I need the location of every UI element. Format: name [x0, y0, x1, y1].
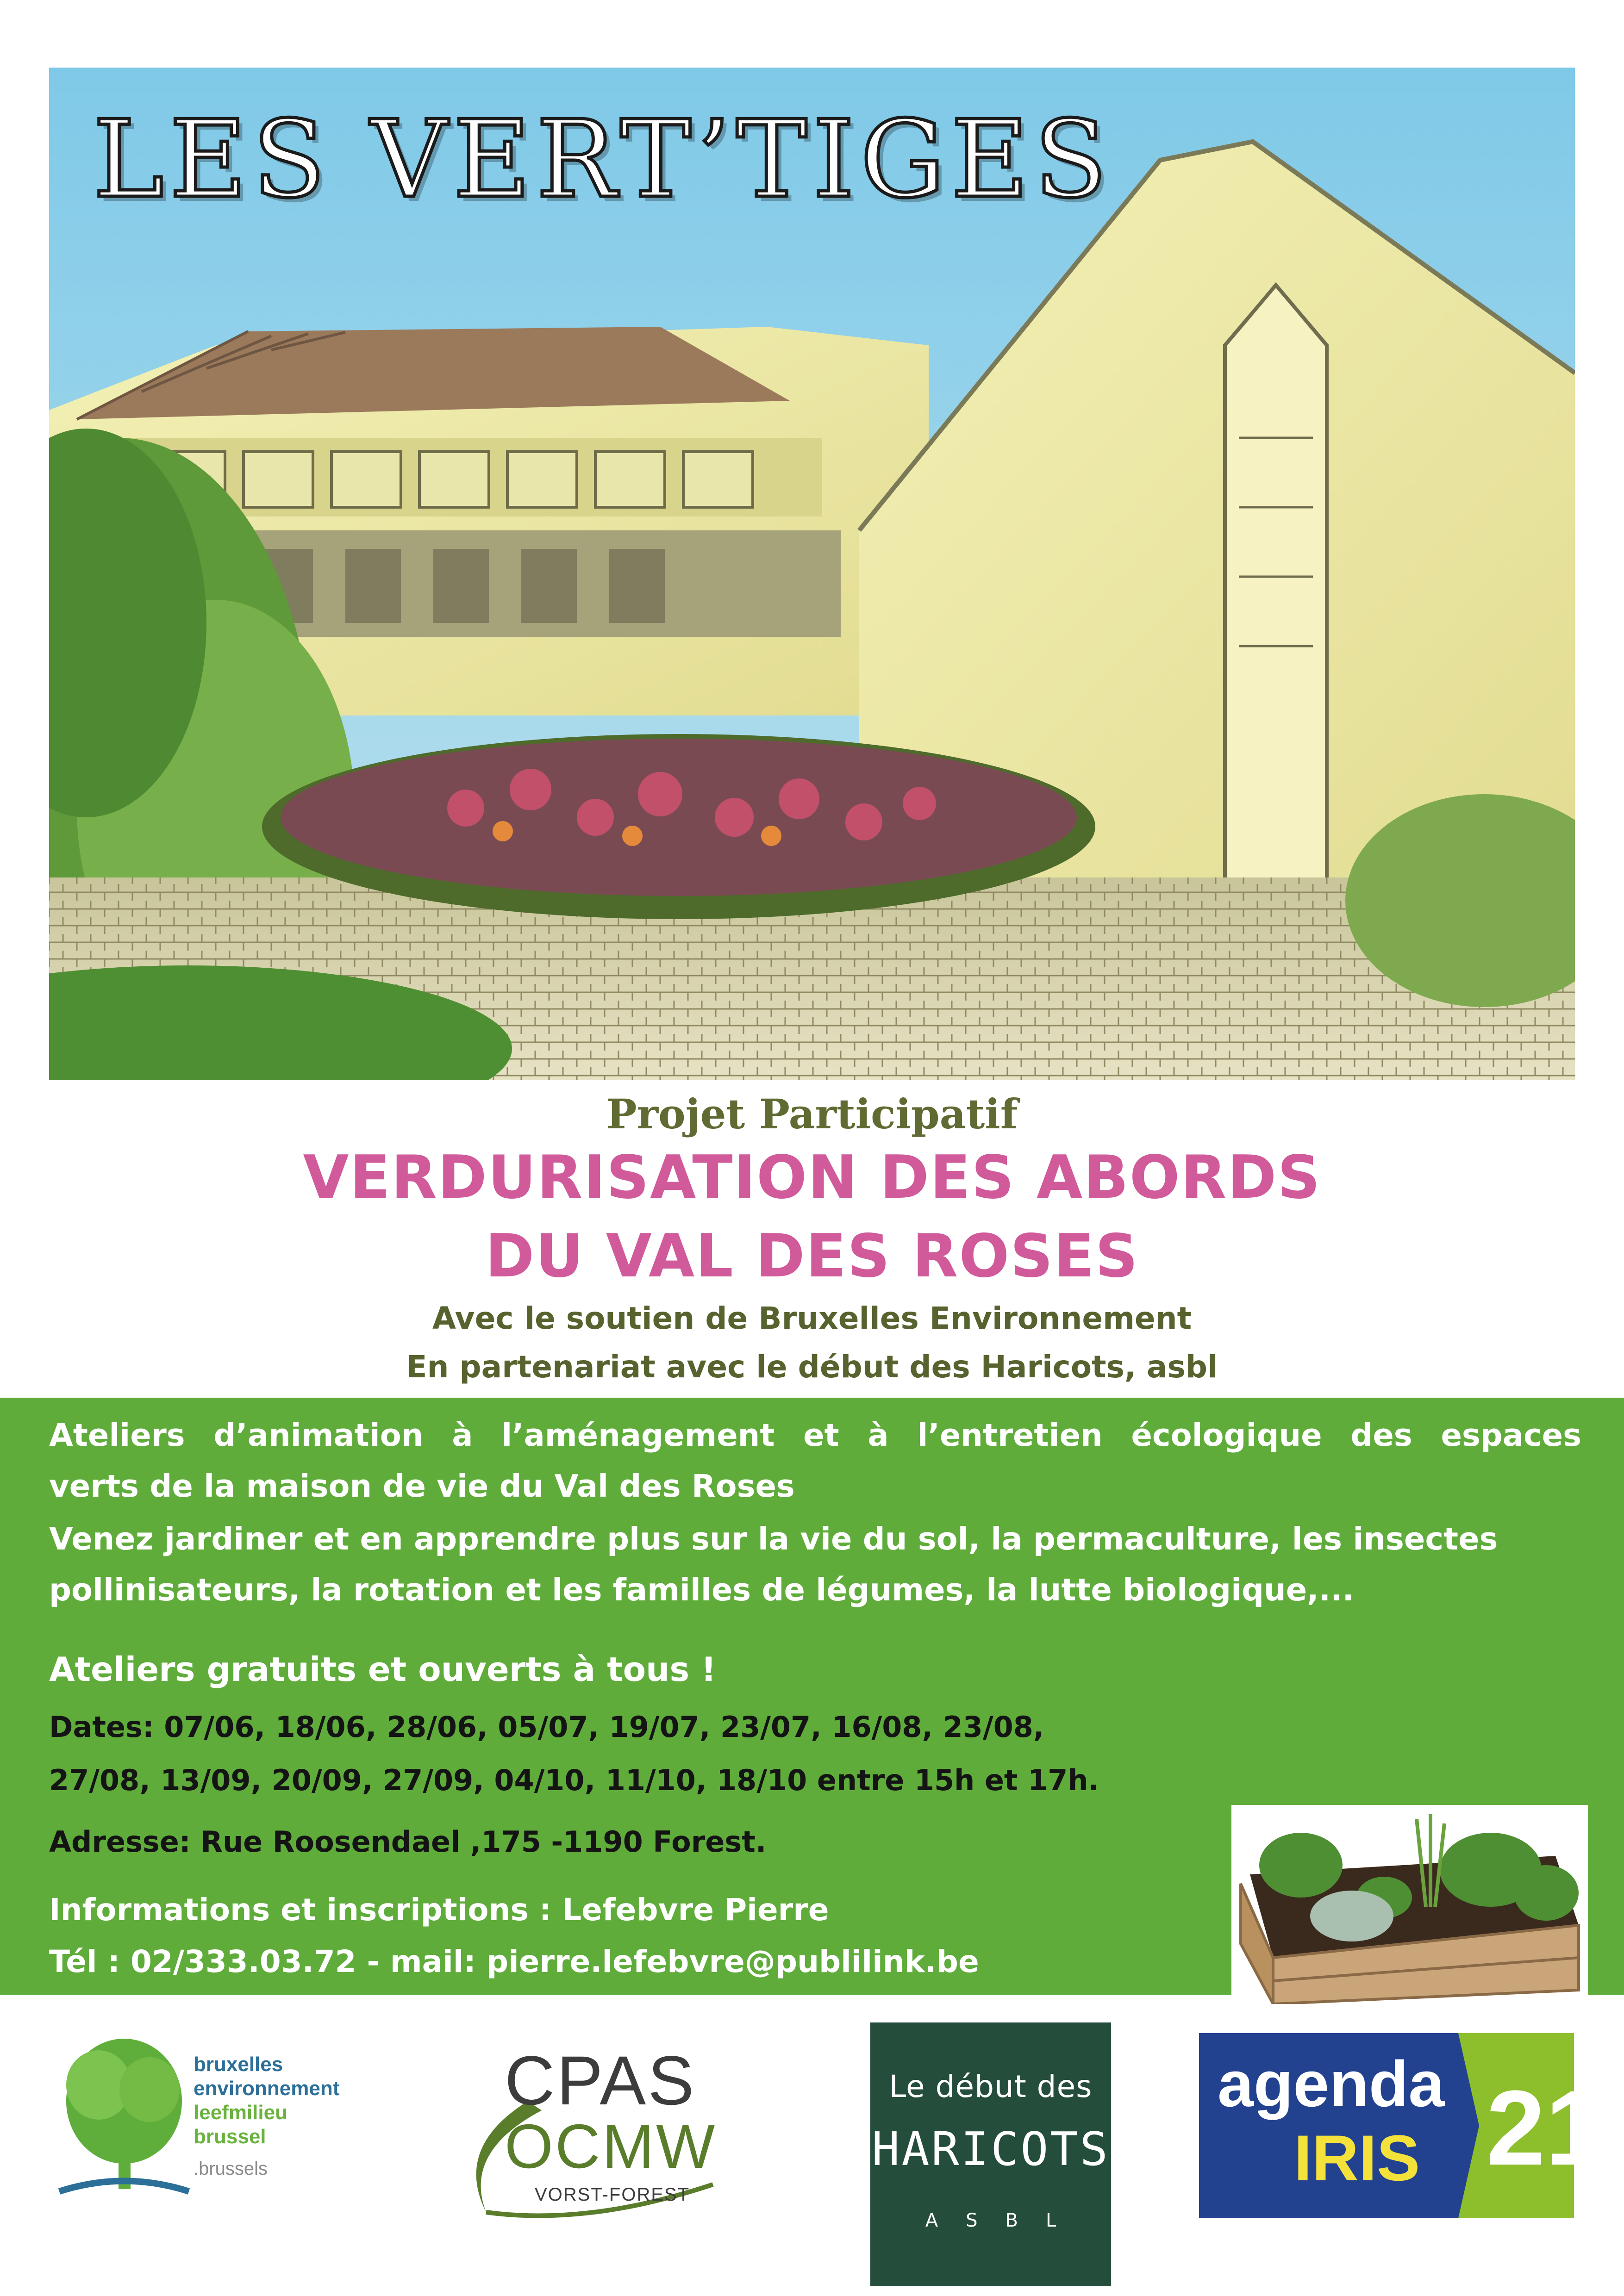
- address-line: Adresse: Rue Roosendael ,175 -1190 Forest.: [49, 1825, 767, 1859]
- dates-line1: Dates: 07/06, 18/06, 28/06, 05/07, 19/07, 23/07, 16/08, 23/08,: [49, 1710, 1044, 1744]
- agenda-arrow-shape: [1458, 2033, 1479, 2218]
- vorst-forest-label: VORST-FOREST: [535, 2184, 690, 2205]
- leefmilieu-label: leefmilieu: [194, 2101, 287, 2124]
- debut-des-haricots-logo: [870, 2022, 1111, 2286]
- brussels-label: .brussels: [194, 2159, 268, 2179]
- cpas-ocmw-logo: [435, 2041, 736, 2221]
- poster-title: LES VERT’TIGES: [93, 98, 1113, 222]
- twenty-one-label: 21: [1486, 2068, 1605, 2187]
- main-heading-line1: VERDURISATION DES ABORDS: [303, 1143, 1321, 1212]
- dates-line2: 27/08, 13/09, 20/09, 27/09, 04/10, 11/10, 18/10 entre 15h et 17h.: [49, 1763, 1099, 1797]
- intro-text-line3: Venez jardiner et en apprendre plus sur la vie du sol, la permaculture, les insectes: [49, 1521, 1498, 1557]
- brussel-label: brussel: [194, 2125, 266, 2148]
- cpas-label: CPAS: [505, 2041, 696, 2119]
- iris-label: IRIS: [1294, 2122, 1420, 2194]
- information-line: Informations et inscriptions : Lefebvre Pierre: [49, 1892, 829, 1928]
- agenda-label: agenda: [1218, 2047, 1445, 2120]
- asbl-label: ASBL: [925, 2210, 1084, 2231]
- main-heading-line2: DU VAL DES ROSES: [485, 1222, 1139, 1291]
- hero-illustration: [49, 68, 1575, 1080]
- intro-text-line4: pollinisateurs, la rotation et les familles de légumes, la lutte biologique,...: [49, 1572, 1354, 1608]
- ocmw-label: OCMW: [505, 2111, 717, 2181]
- free-workshops-note: Ateliers gratuits et ouverts à tous !: [49, 1650, 717, 1689]
- haricots-label: HARICOTS: [872, 2122, 1110, 2176]
- intro-text-line2: verts de la maison de vie du Val des Roses: [49, 1468, 795, 1504]
- bruxelles-label: bruxelles: [194, 2053, 283, 2076]
- intro-text-line1: Ateliers d’animation à l’aménagement et à l’entretien écologique des espaces: [49, 1417, 1581, 1453]
- support-line: Avec le soutien de Bruxelles Environnement: [432, 1300, 1192, 1336]
- planter-box-photo: [1231, 1805, 1588, 2004]
- tree-icon: [55, 2032, 194, 2208]
- contact-line: Tél : 02/333.03.72 - mail: pierre.lefebvre@publilink.be: [49, 1944, 979, 1979]
- partner-line: En partenariat avec le début des Haricots, asbl: [406, 1349, 1218, 1385]
- bruxelles-environnement-logo: [55, 2032, 356, 2208]
- agenda-iris-21-logo: [1199, 2033, 1605, 2218]
- le-debut-des-label: Le début des: [889, 2069, 1093, 2104]
- environnement-label: environnement: [194, 2077, 340, 2100]
- project-type-label: Projet Participatif: [606, 1090, 1018, 1138]
